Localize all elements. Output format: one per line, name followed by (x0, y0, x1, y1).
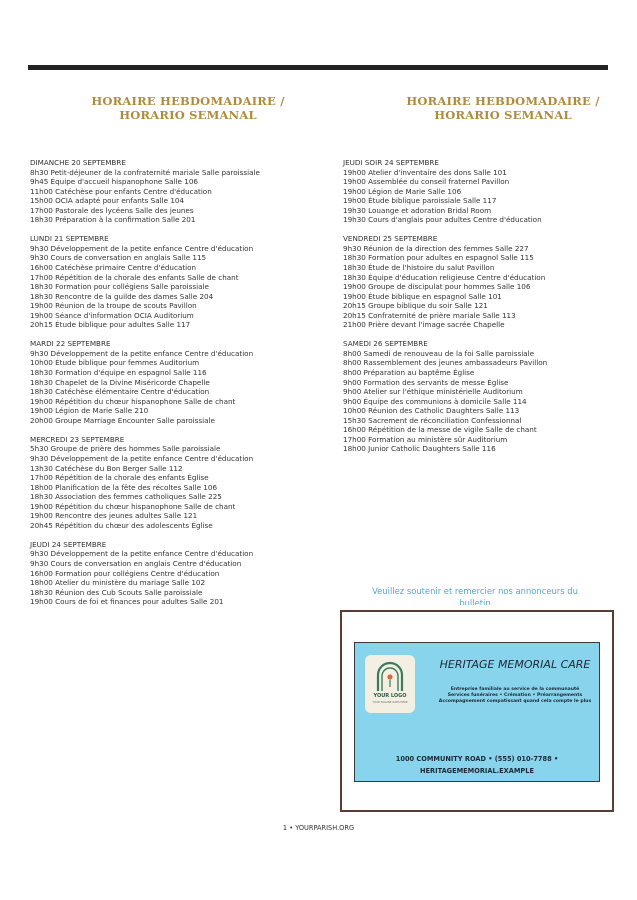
event-line: 19h00 Répétition du chœur hispanophone Salle de chant (30, 396, 236, 406)
event-line: 9h30 Cours de conversation en anglais Centre d'éducation (30, 558, 242, 568)
sponsor-ad-frame (340, 610, 614, 812)
event-line: 9h30 Cours de conversation en anglais Salle 115 (30, 253, 207, 263)
event-line: 9h45 Équipe d'accueil hispanophone Salle 106 (30, 177, 198, 187)
day-heading: LUNDI 21 SEPTEMBRE (30, 234, 109, 244)
day-heading: MERCREDI 23 SEPTEMBRE (30, 434, 125, 444)
event-line: 9h00 Équipe des communions à domicile Salle 114 (343, 396, 527, 406)
event-line: 19h00 Étude biblique en espagnol Salle 101 (343, 291, 502, 301)
event-line: 18h30 Formation d'équipe en espagnol Salle 116 (30, 368, 207, 378)
arch-logo-icon (365, 655, 415, 695)
ad-line: Entreprise familiale au service de la communauté (450, 687, 580, 692)
event-line: 18h30 Réunion des Cub Scouts Salle paroissiale (30, 587, 203, 597)
day-block (30, 158, 330, 225)
ad-title: HERITAGE MEMORIAL CARE (439, 658, 591, 671)
event-line: 15h30 Sacrement de réconciliation Confessionnal (343, 415, 522, 425)
event-line: 8h00 Rassemblement des jeunes ambassadeurs Pavillon (343, 358, 548, 368)
event-line: 16h00 Formation pour collégiens Centre d'éducation (30, 568, 220, 578)
event-line: 19h00 Étude biblique paroissiale Salle 117 (343, 196, 497, 206)
event-line: 9h30 Développement de la petite enfance Centre d'éducation (30, 243, 254, 253)
ad-description (419, 687, 611, 705)
ad-line: Services funéraires • Crémation • Préarrangements (447, 693, 583, 698)
sponsor-ad-card[interactable] (354, 642, 600, 782)
right-schedule-column (343, 158, 637, 454)
day-block (343, 339, 637, 454)
event-line: 18h00 Atelier du ministère du mariage Salle 102 (30, 578, 206, 588)
event-line: 20h45 Répétition du chœur des adolescents Église (30, 520, 213, 530)
event-line: 19h00 Cours de foi et finances pour adultes Salle 201 (30, 597, 224, 607)
event-line: 9h30 Réunion de la direction des femmes Salle 227 (343, 243, 529, 253)
ad-contact[interactable] (375, 753, 579, 777)
event-line: 17h00 Répétition de la chorale des enfants Salle de chant (30, 272, 239, 282)
event-line: 19h00 Assemblée du conseil fraternel Pavillon (343, 177, 510, 187)
sponsor-support-text: Veuillez soutenir et remercier nos annonceurs du bulletin (372, 586, 578, 605)
day-block (30, 435, 330, 530)
event-line: 18h30 Formation pour collégiens Salle paroissiale (30, 282, 209, 292)
logo-tagline: YOUR TAGLINE GOES HERE (372, 701, 408, 704)
event-line: 18h30 Formation pour adultes en espagnol Salle 115 (343, 253, 534, 263)
logo (365, 655, 415, 713)
event-line: 18h30 Préparation à la confirmation Salle 201 (30, 215, 196, 225)
day-heading: VENDREDI 25 SEPTEMBRE (343, 234, 438, 244)
logo-text: YOUR LOGO (373, 693, 407, 699)
event-line: 5h30 Groupe de prière des hommes Salle paroissiale (30, 444, 221, 454)
event-line: 9h00 Atelier sur l'éthique ministérielle Auditorium (343, 387, 523, 397)
event-line: 19h30 Louange et adoration Bridal Room (343, 205, 492, 215)
event-line: 17h00 Répétition de la chorale des enfants Église (30, 473, 209, 483)
day-heading: JEUDI 24 SEPTEMBRE (30, 539, 107, 549)
event-line: 20h15 Confraternité de prière mariale Salle 113 (343, 310, 516, 320)
event-line: 10h00 Réunion des Catholic Daughters Salle 113 (343, 406, 520, 416)
event-line: 19h00 Répétition du chœur hispanophone Salle de chant (30, 501, 236, 511)
day-block (30, 540, 330, 607)
event-line: 18h00 Planification de la fête des récoltes Salle 106 (30, 482, 218, 492)
day-heading: DIMANCHE 20 SEPTEMBRE (30, 158, 126, 167)
event-line: 16h00 Catéchèse primaire Centre d'éducation (30, 263, 197, 273)
event-line: 18h30 Catéchèse élémentaire Centre d'éducation (30, 387, 210, 397)
event-line: 19h00 Rencontre des jeunes adultes Salle 121 (30, 511, 198, 521)
event-line: 17h00 Pastorale des lycéens Salle des jeunes (30, 205, 194, 215)
event-line: 19h00 Atelier d'inventaire des dons Salle 101 (343, 167, 507, 177)
event-line: 10h00 Étude biblique pour femmes Auditorium (30, 358, 200, 368)
event-line: 18h30 Association des femmes catholiques Salle 225 (30, 492, 222, 502)
ad-line: Accompagnement compatissant quand cela compte le plus (438, 699, 592, 704)
event-line: 8h00 Préparation au baptême Église (343, 368, 475, 378)
right-column-title: HORAIRE HEBDOMADAIRE / HORARIO SEMANAL (406, 94, 600, 122)
event-line: 16h00 Répétition de la messe de vigile Salle de chant (343, 425, 537, 435)
page-footer: 1 • YOURPARISH.ORG (282, 824, 355, 832)
day-heading: SAMEDI 26 SEPTEMBRE (343, 339, 428, 349)
day-block (30, 234, 330, 329)
event-line: 20h15 Étude biblique pour adultes Salle 117 (30, 320, 191, 330)
header-rule (28, 65, 608, 70)
event-line: 17h00 Formation au ministère sûr Auditorium (343, 434, 508, 444)
day-block (30, 339, 330, 425)
day-block (343, 158, 637, 225)
event-line: 19h00 Légion de Marie Salle 106 (343, 186, 462, 196)
event-line: 9h30 Développement de la petite enfance Centre d'éducation (30, 348, 254, 358)
ad-contact-line: 1000 COMMUNITY ROAD • (555) 010-7788 • (395, 755, 559, 763)
event-line: 19h00 Groupe de discipulat pour hommes Salle 106 (343, 282, 531, 292)
event-line: 9h30 Développement de la petite enfance Centre d'éducation (30, 549, 254, 559)
event-line: 11h00 Catéchèse pour enfants Centre d'éducation (30, 186, 212, 196)
left-schedule-column (30, 158, 330, 607)
event-line: 18h00 Junior Catholic Daughters Salle 116 (343, 444, 496, 454)
event-line: 20h00 Groupe Marriage Encounter Salle paroissiale (30, 415, 215, 425)
event-line: 18h30 Étude de l'histoire du salut Pavillon (343, 263, 495, 273)
event-line: 21h00 Prière devant l'image sacrée Chapelle (343, 320, 505, 330)
day-block (343, 234, 637, 329)
event-line: 9h00 Formation des servants de messe Église (343, 377, 509, 387)
event-line: 19h30 Cours d'anglais pour adultes Centre d'éducation (343, 215, 542, 225)
event-line: 13h30 Catéchèse du Bon Berger Salle 112 (30, 463, 183, 473)
event-line: 19h00 Séance d'information OCIA Auditorium (30, 310, 194, 320)
day-heading: MARDI 22 SEPTEMBRE (30, 339, 111, 349)
ad-contact-line: HERITAGEMEMORIAL.EXAMPLE (420, 767, 534, 775)
event-line: 19h00 Légion de Marie Salle 210 (30, 406, 149, 416)
left-column-title: HORAIRE HEBDOMADAIRE / HORARIO SEMANAL (91, 94, 285, 122)
event-line: 18h30 Équipe d'éducation religieuse Centre d'éducation (343, 272, 546, 282)
event-line: 18h30 Chapelet de la Divine Miséricorde Chapelle (30, 377, 210, 387)
event-line: 20h15 Groupe biblique du soir Salle 121 (343, 301, 488, 311)
event-line: 19h00 Réunion de la troupe de scouts Pavillon (30, 301, 197, 311)
day-heading: JEUDI SOIR 24 SEPTEMBRE (343, 158, 439, 167)
event-line: 15h00 OCIA adapté pour enfants Salle 104 (30, 196, 185, 206)
event-line: 18h30 Rencontre de la guilde des dames Salle 204 (30, 291, 214, 301)
event-line: 9h30 Développement de la petite enfance Centre d'éducation (30, 453, 254, 463)
event-line: 8h30 Petit-déjeuner de la confraternité mariale Salle paroissiale (30, 167, 260, 177)
event-line: 8h00 Samedi de renouveau de la foi Salle paroissiale (343, 348, 535, 358)
